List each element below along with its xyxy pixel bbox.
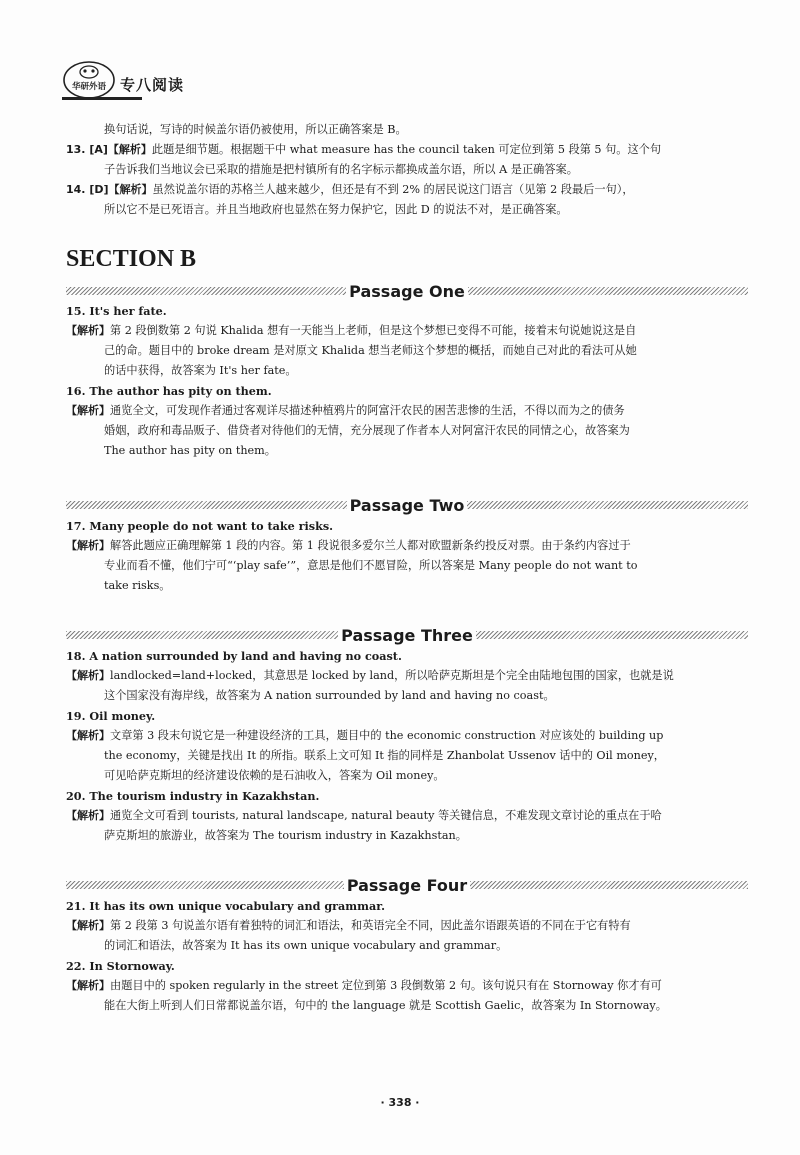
passage-two-title: Passage Two xyxy=(349,495,465,515)
passage-four-answers: 21. It has its own unique vocabulary and grammar. 【解析】第 2 段第 3 句说盖尔语有着独特的词汇和语法，和英语完全不同，因此盖尔语跟英语的不同在于它有特有 的词汇和语法，故答案为 It has its own unique vocabulary and grammar。 22. In Stornoway. 【解析】由题目中的 spoken regularly in the street 定位到第 3 段倒数第 2 句。该句说只有在 Stornoway 你才有可 能在大街上听到人们日常都说盖尔语，句中的 the language 就是 Scottish Gaelic，故答案为 In Stornoway。 xyxy=(66,896,750,1016)
section-title: SECTION B xyxy=(66,246,197,272)
passage-four-header xyxy=(66,874,748,896)
answer-22: 22. In Stornoway. xyxy=(66,959,175,973)
answer-20: 20. The tourism industry in Kazakhstan. xyxy=(66,789,320,803)
answer-19: 19. Oil money. xyxy=(66,709,156,723)
header-rule xyxy=(62,97,142,100)
passage-two-answers: 17. Many people do not want to take risks. 【解析】解答此题应正确理解第 1 段的内容。第 1 段说很多爱尔兰人都对欧盟新条约投反对票。由于条约内容过于 专业而看不懂，他们宁可“‘play safe’”，意思是他们不愿冒险，所以答案是 Many people do not want to take risks。 xyxy=(66,516,750,596)
answer-14: 14. [D]【解析】虽然说盖尔语的苏格兰人越来越少，但还是有不到 2% 的居民说这门语言（见第 2 段最后一句）， xyxy=(66,183,634,196)
answer-15: 15. It's her fate. xyxy=(66,304,167,318)
passage-one-answers: 15. It's her fate. 【解析】第 2 段倒数第 2 句说 Khalida 想有一天能当上老师，但是这个梦想已变得不可能，接着末句说她说这是自 己的命。题目中的 broke dream 是对原文 Khalida 想当老师这个梦想的概括，而她自己对此的看法可从她 的话中获得，故答案为 It's her fate。 16. The author has pity on them. 【解析】通览全文，可发现作者通过客观详尽描述种植鸦片的阿富汗农民的困苦悲惨的生活，不得以而为之的债务 婚姻，政府和毒品贩子、借贷者对待他们的无情，充分展现了作者本人对阿富汗农民的同情之心，故答案为 The author has pity on them。 xyxy=(66,301,750,461)
passage-one-header xyxy=(66,280,748,302)
svg-text:华研外语: 华研外语 xyxy=(71,82,107,92)
continuation-line: 换句话说，写诗的时候盖尔语仍被使用，所以正确答案是 B。 xyxy=(104,123,407,136)
passage-four-title: Passage Four xyxy=(346,875,468,895)
passage-three-answers: 18. A nation surrounded by land and having no coast. 【解析】landlocked=land+locked，其意思是 locked by land，所以哈萨克斯坦是个完全由陆地包围的国家，也就是说 这个国家没有海岸线，故答案为 A nation surrounded by land and having no coast。 19. Oil money. 【解析】文章第 3 段末句说它是一种建设经济的工具，题目中的 the economic construction 对应该处的 building up the economy，关键是找出 It 的所指。联系上文可知 It 指的同样是 Zhanbolat Ussenov 话中的 Oil money， 可见哈萨克斯坦的经济建设依赖的是石油收入，答案为 Oil money。 20. The tourism industry in Kazakhstan. 【解析】通览全文可看到 tourists, natural landscape, natural beauty 等关键信息，不难发现文章讨论的重点在于哈 萨克斯坦的旅游业，故答案为 The tourism industry in Kazakhstan。 xyxy=(66,646,750,846)
answer-13: 13. [A]【解析】此题是细节题。根据题干中 what measure has the council taken 可定位到第 5 段第 5 句。这个句 xyxy=(66,143,662,156)
answer-13-tag: 13. [A]【解析】 xyxy=(66,143,152,156)
section-a-tail: 换句话说，写诗的时候盖尔语仍被使用，所以正确答案是 B。 13. [A]【解析】此题是细节题。根据题干中 what measure has the council taken 可定位到第 5 段第 5 句。这个句 子告诉我们当地议会已采取的措施是把村镇所有的名字标示都换成盖尔语，所以 A 是正确答案。 14. [D]【解析】虽然说盖尔语的苏格兰人越来越少，但还是有不到 2% 的居民说这门语言（见第 2 段最后一句）， 所以它不是已死语言。并且当地政府也显然在努力保护它，因此 D 的说法不对，是正确答案。 xyxy=(66,120,750,220)
answer-17: 17. Many people do not want to take risks. xyxy=(66,519,334,533)
passage-three-header xyxy=(66,624,748,646)
answer-14-tag: 14. [D]【解析】 xyxy=(66,183,153,196)
publisher-logo xyxy=(62,60,116,100)
header-title: 专八阅读 xyxy=(120,76,185,94)
answer-21: 21. It has its own unique vocabulary and grammar. xyxy=(66,899,385,913)
answer-18: 18. A nation surrounded by land and having no coast. xyxy=(66,649,402,663)
passage-one-title: Passage One xyxy=(349,281,465,301)
passage-two-header xyxy=(66,494,748,516)
page-number: · 338 · xyxy=(380,1096,420,1109)
passage-three-title: Passage Three xyxy=(341,625,473,645)
answer-16: 16. The author has pity on them. xyxy=(66,384,272,398)
